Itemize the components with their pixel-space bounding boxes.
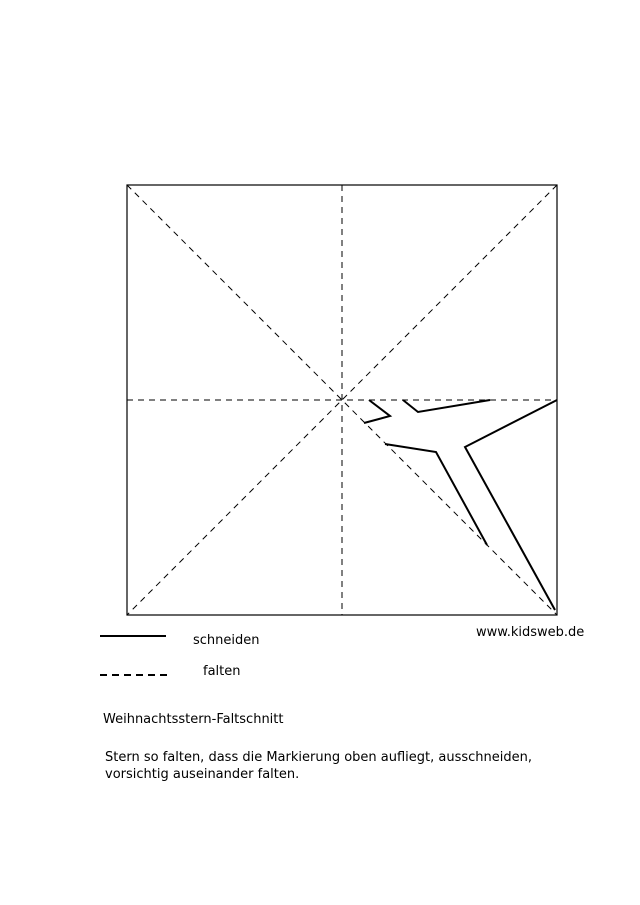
cut-line-small-notch xyxy=(364,400,390,423)
cut-line-upper-ray xyxy=(403,400,490,412)
cut-line-outer-ray xyxy=(465,400,557,610)
legend-cut-label: schneiden xyxy=(193,633,260,648)
website-url: www.kidsweb.de xyxy=(476,625,585,640)
instruction-line-2: vorsichtig auseinander falten. xyxy=(105,767,300,782)
document-title: Weihnachtsstern-Faltschnitt xyxy=(103,712,284,727)
instruction-line-1: Stern so falten, dass die Markierung oben aufliegt, ausschneiden, xyxy=(105,750,533,765)
fold-lines xyxy=(127,185,557,615)
cut-lines xyxy=(364,400,557,610)
legend-fold-label: falten xyxy=(203,664,241,679)
